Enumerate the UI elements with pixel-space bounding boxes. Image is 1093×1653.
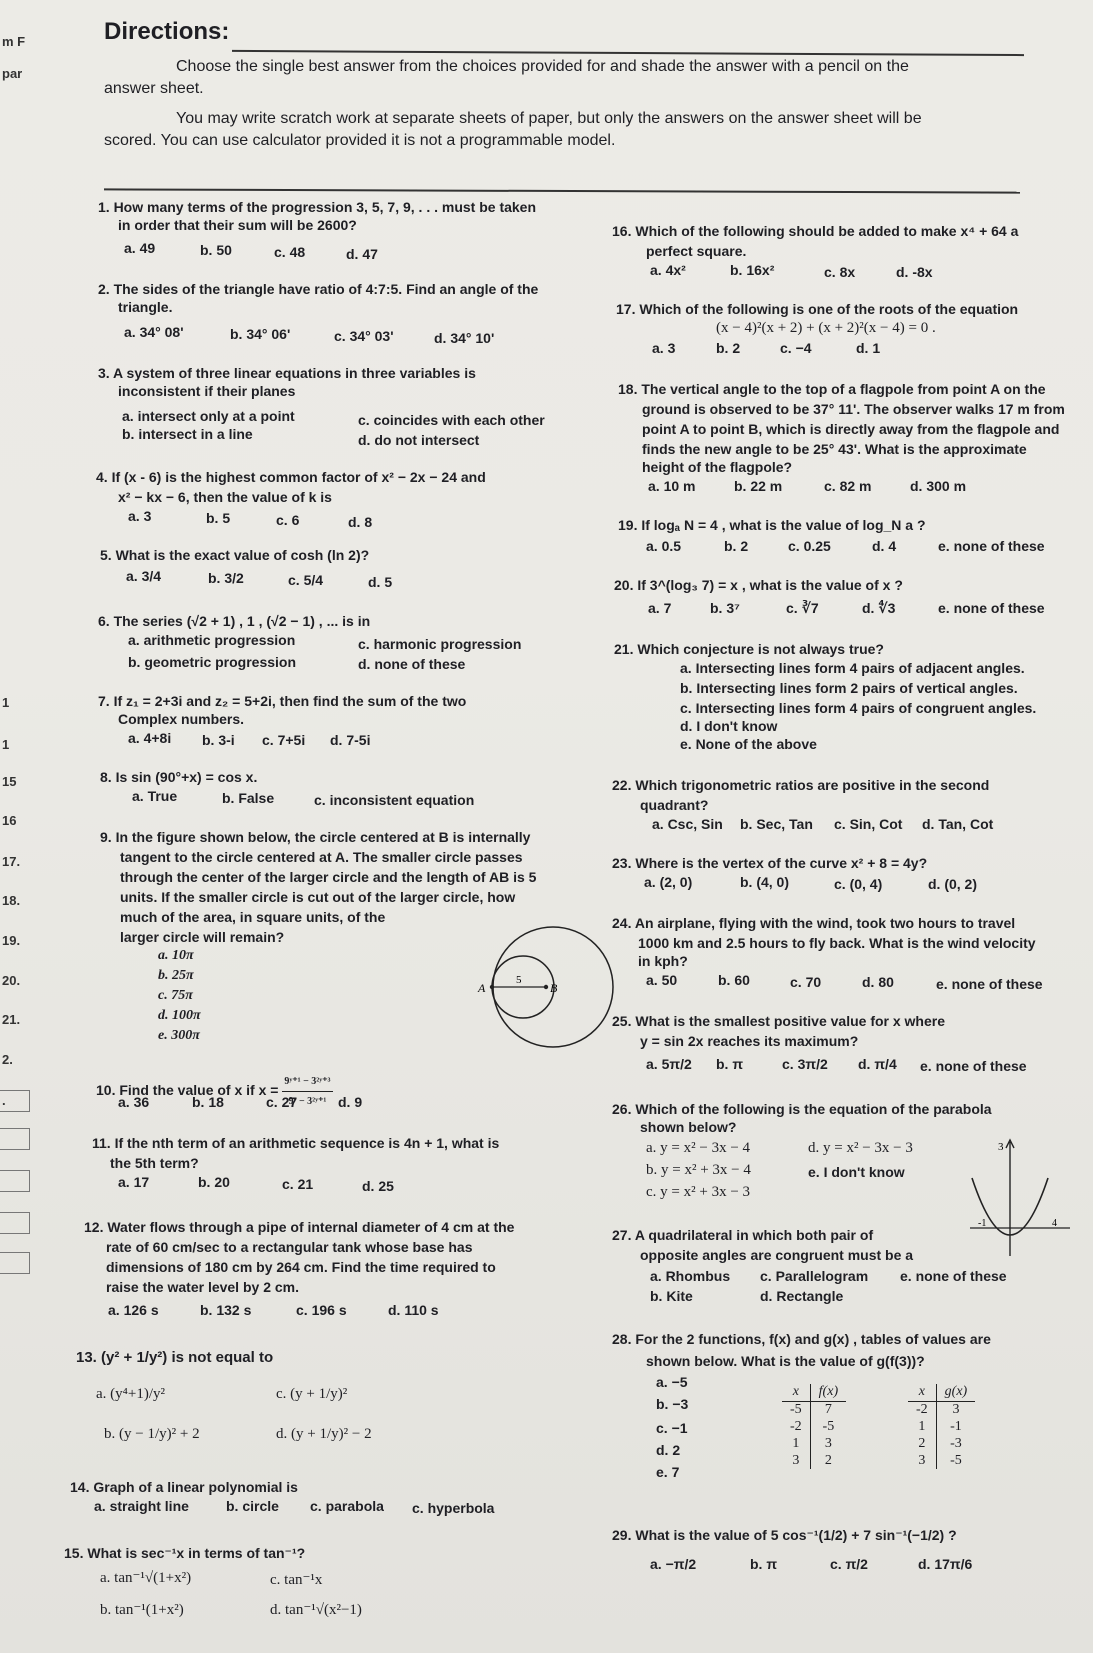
option[interactable]: b. 34° 06' <box>230 326 291 342</box>
margin-label: 1 <box>2 737 10 752</box>
question-18: 18. The vertical angle to the top of a flagpole from point A on the <box>618 381 1046 397</box>
option[interactable]: b. y = x² + 3x − 4 <box>646 1162 751 1178</box>
option[interactable]: e. 7 <box>656 1464 680 1480</box>
fraction-denominator: 9ʸ − 3²ʸ⁺¹ <box>288 1096 327 1107</box>
margin-label: 21. <box>2 1012 21 1027</box>
table-header-row <box>908 1384 975 1401</box>
question-25: 25. What is the smallest positive value for x where <box>612 1013 946 1029</box>
question-21: 21. Which conjecture is not always true? <box>614 641 884 657</box>
question-28: 28. For the 2 functions, f(x) and g(x) , tables of values are <box>612 1331 991 1347</box>
margin-box <box>0 1252 30 1274</box>
option[interactable]: c. −4 <box>780 340 812 356</box>
table-cell: 3 <box>824 1435 832 1451</box>
option[interactable]: a. 17 <box>118 1174 150 1190</box>
option[interactable]: c. Sin, Cot <box>834 816 903 832</box>
option[interactable]: b. 3⁷ <box>710 600 740 616</box>
question-5: 5. What is the exact value of cosh (ln 2)? <box>100 547 370 563</box>
table-cell: 1 <box>908 1418 936 1435</box>
option[interactable]: b. π <box>750 1556 778 1572</box>
table-row <box>908 1418 975 1435</box>
option[interactable]: c. 82 m <box>824 478 872 494</box>
option[interactable]: a. 36 <box>118 1094 150 1110</box>
option[interactable]: e. none of these <box>938 600 1045 616</box>
option[interactable]: b. 18 <box>192 1094 224 1110</box>
directions-line: Choose the single best answer from the choices provided for and shade the answer with a pencil on the <box>176 58 909 75</box>
option[interactable]: d. -8x <box>896 264 933 280</box>
option[interactable]: c. tan⁻¹x <box>270 1572 323 1588</box>
option[interactable]: e. 300π <box>158 1028 200 1043</box>
option[interactable]: a. intersect only at a point <box>122 408 295 424</box>
option[interactable]: b. False <box>222 790 275 806</box>
question-14: 14. Graph of a linear polynomial is <box>70 1479 298 1495</box>
option[interactable]: a. 5π/2 <box>646 1056 692 1072</box>
option[interactable]: c. 34° 03' <box>334 328 394 344</box>
margin-label: 15 <box>2 774 17 789</box>
directions-line: You may write scratch work at separate sheets of paper, but only the answers on the answer sheet will be <box>176 110 922 127</box>
question-18-cont: finds the new angle to be 25° 43'. What is the approximate <box>642 441 1027 457</box>
question-9: 9. In the figure shown below, the circle centered at B is internally <box>100 829 531 845</box>
question-24-cont: in kph? <box>638 953 688 969</box>
option[interactable]: c. coincides with each other <box>358 412 545 428</box>
question-9-cont: units. If the smaller circle is cut out of the larger circle, how <box>120 889 516 905</box>
option[interactable]: b. 5 <box>206 510 231 526</box>
option[interactable]: d. (y + 1/y)² − 2 <box>276 1426 372 1442</box>
option[interactable]: a. 3 <box>652 340 676 356</box>
circles-figure <box>470 922 630 1052</box>
question-12: 12. Water flows through a pipe of internal diameter of 4 cm at the <box>84 1219 515 1235</box>
question-9-cont: through the center of the larger circle and the length of AB is 5 <box>120 869 537 885</box>
x-label-positive: 4 <box>1052 1218 1057 1229</box>
table-cell: 1 <box>782 1435 810 1452</box>
table-cell: 3 <box>908 1452 936 1469</box>
option[interactable]: a. arithmetic progression <box>128 632 296 648</box>
label-length: 5 <box>516 974 522 986</box>
question-28-cont: shown below. What is the value of g(f(3))? <box>646 1353 925 1369</box>
question-13: 13. (y² + 1/y²) is not equal to <box>76 1349 274 1366</box>
option[interactable]: b. circle <box>226 1498 279 1514</box>
question-7-cont: Complex numbers. <box>118 711 245 727</box>
table-cell: -2 <box>908 1401 936 1418</box>
margin-box <box>0 1090 30 1112</box>
option[interactable]: b. Intersecting lines form 2 pairs of vertical angles. <box>680 680 1018 696</box>
option[interactable]: d. ∜3 <box>862 600 896 616</box>
question-18-cont: height of the flagpole? <box>642 459 793 475</box>
margin-label: m F <box>2 34 26 49</box>
question-2-cont: triangle. <box>118 299 173 315</box>
option[interactable]: a. 34° 08' <box>124 324 184 340</box>
option[interactable]: c. 0.25 <box>788 538 831 554</box>
margin-label: 16 <box>2 813 17 828</box>
option[interactable]: a. 10 m <box>648 478 696 494</box>
page-title: Directions: <box>104 18 230 45</box>
option[interactable]: a. y = x² − 3x − 4 <box>646 1140 751 1156</box>
option[interactable]: e. none of these <box>900 1268 1007 1284</box>
option[interactable]: a. 49 <box>124 240 156 256</box>
option[interactable]: b. tan⁻¹(1+x²) <box>100 1602 184 1618</box>
option[interactable]: d. 7-5i <box>330 732 371 748</box>
table-row <box>782 1435 846 1452</box>
question-25-cont: y = sin 2x reaches its maximum? <box>640 1033 859 1049</box>
table-f <box>782 1384 846 1469</box>
question-12-cont: rate of 60 cm/sec to a rectangular tank whose base has <box>106 1239 473 1255</box>
option[interactable]: c. 21 <box>282 1176 314 1192</box>
margin-box <box>0 1128 30 1150</box>
question-15: 15. What is sec⁻¹x in terms of tan⁻¹? <box>64 1545 306 1561</box>
option[interactable]: b. 60 <box>718 972 750 988</box>
question-26: 26. Which of the following is the equation of the parabola <box>612 1101 992 1117</box>
option[interactable]: b. 2 <box>716 340 741 356</box>
option[interactable]: b. 22 m <box>734 478 783 494</box>
question-12-cont: dimensions of 180 cm by 264 cm. Find the time required to <box>106 1259 496 1275</box>
question-3: 3. A system of three linear equations in three variables is <box>98 365 476 381</box>
parabola-graph <box>964 1136 1074 1260</box>
table-row <box>782 1418 846 1435</box>
question-18-cont: ground is observed to be 37° 11'. The observer walks 17 m from <box>642 401 1065 417</box>
table-row <box>908 1435 975 1452</box>
table-cell: 2 <box>908 1435 936 1452</box>
table-cell: -1 <box>950 1418 962 1434</box>
question-19: 19. If logₐ N = 4 , what is the value of log_N a ? <box>618 517 926 533</box>
question-9-cont: much of the area, in square units, of the <box>120 909 386 925</box>
point-a <box>490 985 494 989</box>
option[interactable]: a. Intersecting lines form 4 pairs of adjacent angles. <box>680 660 1025 676</box>
option[interactable]: b. π <box>716 1056 744 1072</box>
option[interactable]: b. (4, 0) <box>740 874 790 890</box>
option[interactable]: b. 20 <box>198 1174 230 1190</box>
option[interactable]: d. 34° 10' <box>434 330 495 346</box>
question-11: 11. If the nth term of an arithmetic sequence is 4n + 1, what is <box>92 1135 500 1151</box>
option[interactable]: d. 300 m <box>910 478 967 494</box>
option[interactable]: d. π/4 <box>858 1056 897 1072</box>
option[interactable]: e. none of these <box>920 1058 1027 1074</box>
option[interactable]: c. Parallelogram <box>760 1268 869 1284</box>
margin-label: 2. <box>2 1052 13 1067</box>
option[interactable]: b. −3 <box>656 1396 689 1412</box>
option[interactable]: c. 5/4 <box>288 572 324 588</box>
header-rule <box>104 188 1020 193</box>
question-1: 1. How many terms of the progression 3, 5, 7, 9, . . . must be taken <box>98 199 537 215</box>
fraction-numerator: 9ʸ⁺¹ − 3²ʸ⁺³ <box>282 1072 332 1092</box>
directions-line: scored. You can use calculator provided it is not a programmable model. <box>104 132 616 149</box>
margin-box <box>0 1170 30 1192</box>
option[interactable]: c. ∛7 <box>786 600 819 616</box>
margin-label: 20. <box>2 973 21 988</box>
question-11-cont: the 5th term? <box>110 1155 199 1171</box>
option[interactable]: a. tan⁻¹√(1+x²) <box>100 1570 192 1586</box>
question-24-cont: 1000 km and 2.5 hours to fly back. What is the wind velocity <box>638 935 1036 951</box>
table-row <box>908 1401 975 1418</box>
margin-label: 1 <box>2 695 10 710</box>
option[interactable]: a. 126 s <box>108 1302 159 1318</box>
question-16: 16. Which of the following should be added to make x⁴ + 64 a <box>612 223 1019 239</box>
margin-label: 18. <box>2 893 21 908</box>
table-cell: -5 <box>950 1452 962 1468</box>
point-b <box>544 985 548 989</box>
option[interactable]: b. 3-i <box>202 732 235 748</box>
option[interactable]: e. None of the above <box>680 736 817 752</box>
option[interactable]: a. 10π <box>158 948 194 963</box>
option[interactable]: b. 132 s <box>200 1302 252 1318</box>
option[interactable]: d. 80 <box>862 974 894 990</box>
option[interactable]: c. hyperbola <box>412 1500 495 1516</box>
option[interactable]: a. (y⁴+1)/y² <box>96 1386 166 1402</box>
question-4: 4. If (x - 6) is the highest common factor of x² − 2x − 24 and <box>96 469 486 485</box>
directions-line: answer sheet. <box>104 80 204 97</box>
option[interactable]: d. 25 <box>362 1178 394 1194</box>
option[interactable]: d. 2 <box>656 1442 681 1458</box>
question-27: 27. A quadrilateral in which both pair of <box>612 1227 874 1243</box>
equation: (x − 4)²(x + 2) + (x + 2)²(x − 4) = 0 . <box>716 320 936 336</box>
option[interactable]: c. Intersecting lines form 4 pairs of congruent angles. <box>680 700 1037 716</box>
option[interactable]: d. (0, 2) <box>928 876 978 892</box>
option[interactable]: b. (y − 1/y)² + 2 <box>104 1426 200 1442</box>
option[interactable]: a. 50 <box>646 972 678 988</box>
option[interactable]: b. 3/2 <box>208 570 244 586</box>
option[interactable]: d. tan⁻¹√(x²−1) <box>270 1602 362 1618</box>
option[interactable]: c. π/2 <box>830 1556 868 1572</box>
question-22: 22. Which trigonometric ratios are positive in the second <box>612 777 990 793</box>
table-row <box>782 1401 846 1418</box>
question-10-text: 10. Find the value of x if x = <box>96 1082 283 1099</box>
table-row <box>782 1452 846 1469</box>
margin-label: 19. <box>2 933 21 948</box>
option[interactable]: c. 7+5i <box>262 732 306 748</box>
margin-box <box>0 1212 30 1234</box>
option[interactable]: c. y = x² + 3x − 3 <box>646 1184 751 1200</box>
option[interactable]: e. none of these <box>938 538 1045 554</box>
table-g <box>908 1384 975 1469</box>
option[interactable]: c. 196 s <box>296 1302 347 1318</box>
option[interactable]: c. (y + 1/y)² <box>276 1386 348 1402</box>
option[interactable]: a. 7 <box>648 600 672 616</box>
table-cell: -5 <box>822 1418 835 1434</box>
option[interactable]: d. none of these <box>358 656 466 672</box>
option[interactable]: c. 8x <box>824 264 856 280</box>
option[interactable]: d. 1 <box>856 340 881 356</box>
table-row <box>908 1452 975 1469</box>
question-7: 7. If z₁ = 2+3i and z₂ = 5+2i, then find the sum of the two <box>98 693 467 709</box>
option[interactable]: a. Rhombus <box>650 1268 731 1284</box>
margin-label: . <box>2 1093 6 1108</box>
option[interactable]: d. 9 <box>338 1094 363 1110</box>
question-29: 29. What is the value of 5 cos⁻¹(1/2) + 7 sin⁻¹(−1/2) ? <box>612 1527 957 1543</box>
option[interactable]: a. −π/2 <box>650 1556 697 1572</box>
option[interactable]: d. do not intersect <box>358 432 480 448</box>
option[interactable]: a. 3/4 <box>126 568 162 584</box>
margin-label: par <box>2 66 23 81</box>
question-27-cont: opposite angles are congruent must be a <box>640 1247 914 1263</box>
option[interactable]: d. Rectangle <box>760 1288 844 1304</box>
question-2: 2. The sides of the triangle have ratio of 4:7:5. Find an angle of the <box>98 281 539 297</box>
option[interactable]: c. 3π/2 <box>782 1056 828 1072</box>
option[interactable]: c. 75π <box>158 988 193 1003</box>
option[interactable]: e. none of these <box>936 976 1043 992</box>
option[interactable]: c. 70 <box>790 974 822 990</box>
option[interactable]: b. 2 <box>724 538 749 554</box>
question-9-cont: larger circle will remain? <box>120 929 285 945</box>
question-18-cont: point A to point B, which is directly away from the flagpole and <box>642 421 1060 437</box>
option[interactable]: d. y = x² − 3x − 3 <box>808 1140 913 1156</box>
table-cell: 7 <box>824 1401 832 1417</box>
option[interactable]: c. inconsistent equation <box>314 792 475 808</box>
option[interactable]: d. I don't know <box>680 718 778 734</box>
option[interactable]: c. 48 <box>274 244 306 260</box>
question-23: 23. Where is the vertex of the curve x² + 8 = 4y? <box>612 855 928 871</box>
option[interactable]: a. 4+8i <box>128 730 172 746</box>
option[interactable]: a. −5 <box>656 1374 688 1390</box>
option[interactable]: a. 0.5 <box>646 538 682 554</box>
option[interactable]: c. 27 <box>266 1094 298 1110</box>
left-margin <box>0 0 40 1653</box>
option[interactable]: d. 4 <box>872 538 897 554</box>
question-6: 6. The series (√2 + 1) , 1 , (√2 − 1) , ... is in <box>98 613 371 629</box>
margin-label: 17. <box>2 854 21 869</box>
question-8: 8. Is sin (90°+x) = cos x. <box>100 769 258 785</box>
question-12-cont: raise the water level by 2 cm. <box>106 1279 299 1295</box>
question-17: 17. Which of the following is one of the roots of the equation <box>616 301 1019 317</box>
table-header: g(x) <box>936 1384 975 1401</box>
table-cell: 3 <box>952 1401 960 1417</box>
table-cell: 2 <box>824 1452 832 1468</box>
table-header: f(x) <box>810 1384 846 1401</box>
option[interactable]: e. I don't know <box>808 1164 905 1180</box>
option[interactable]: a. straight line <box>94 1498 189 1514</box>
option[interactable]: c. (0, 4) <box>834 876 883 892</box>
question-9-cont: tangent to the circle centered at A. The smaller circle passes <box>120 849 523 865</box>
option[interactable]: b. intersect in a line <box>122 426 253 442</box>
question-24: 24. An airplane, flying with the wind, took two hours to travel <box>612 915 1016 931</box>
table-cell: -2 <box>782 1418 810 1435</box>
y-label: 3 <box>998 1141 1004 1153</box>
table-cell: 3 <box>782 1452 810 1469</box>
table-header: x <box>908 1384 936 1401</box>
question-16-cont: perfect square. <box>646 243 747 259</box>
option[interactable]: b. Kite <box>650 1288 693 1304</box>
option[interactable]: a. Csc, Sin <box>652 816 723 832</box>
label-a: A <box>478 981 486 995</box>
option[interactable]: c. harmonic progression <box>358 636 522 652</box>
table-cell: -3 <box>950 1435 962 1451</box>
label-b: B <box>550 981 558 995</box>
option[interactable]: b. 50 <box>200 242 232 258</box>
option[interactable]: b. geometric progression <box>128 654 297 670</box>
option[interactable]: c. 6 <box>276 512 300 528</box>
table-cell: -5 <box>782 1401 810 1418</box>
option[interactable]: d. 100π <box>158 1008 201 1023</box>
option[interactable]: b. 16x² <box>730 262 775 278</box>
option[interactable]: c. −1 <box>656 1420 688 1436</box>
option[interactable]: d. 47 <box>346 246 378 262</box>
question-1-cont: in order that their sum will be 2600? <box>118 217 357 233</box>
option[interactable]: d. 5 <box>368 574 393 590</box>
table-header: x <box>782 1384 810 1401</box>
option[interactable]: d. 17π/6 <box>918 1556 973 1572</box>
question-3-cont: inconsistent if their planes <box>118 383 296 399</box>
option[interactable]: a. 4x² <box>650 262 686 278</box>
option[interactable]: a. True <box>132 788 178 804</box>
option[interactable]: a. 3 <box>128 508 152 524</box>
option[interactable]: d. 110 s <box>388 1302 439 1318</box>
question-26-cont: shown below? <box>640 1119 737 1135</box>
option[interactable]: c. parabola <box>310 1498 384 1514</box>
option[interactable]: d. 8 <box>348 514 373 530</box>
question-20: 20. If 3^(log₃ 7) = x , what is the value of x ? <box>614 577 903 593</box>
question-22-cont: quadrant? <box>640 797 709 813</box>
table-header-row <box>782 1384 846 1401</box>
option[interactable]: b. Sec, Tan <box>740 816 813 832</box>
x-label-negative: -1 <box>978 1218 987 1229</box>
option[interactable]: b. 25π <box>158 968 194 983</box>
option[interactable]: a. (2, 0) <box>644 874 693 890</box>
option[interactable]: d. Tan, Cot <box>922 816 994 832</box>
question-4-cont: x² − kx − 6, then the value of k is <box>118 489 332 505</box>
